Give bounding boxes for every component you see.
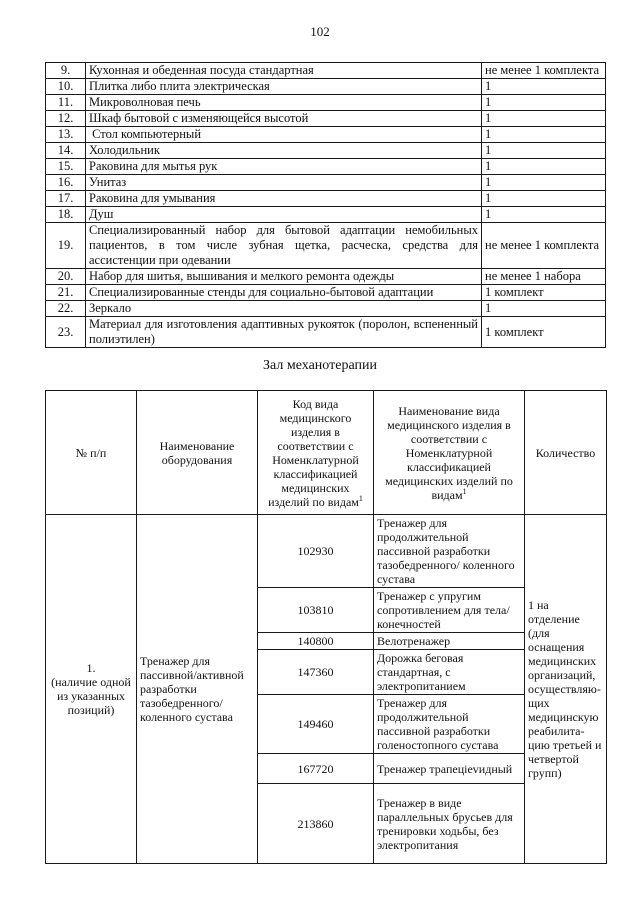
item-quantity: не менее 1 набора xyxy=(482,269,606,285)
item-name: Раковина для мытья рук xyxy=(86,159,482,175)
item-quantity: 1 xyxy=(482,301,606,317)
table-row xyxy=(46,515,607,588)
row-number: 12. xyxy=(46,111,86,127)
device-name: Тренажер с упругим сопротивлением для тела/конечностей xyxy=(374,588,525,633)
item-quantity: 1 xyxy=(482,175,606,191)
device-code: 167720 xyxy=(258,754,374,784)
table-row xyxy=(46,223,606,269)
item-name: Специализированные стенды для социально-бытовой адаптации xyxy=(86,285,482,301)
item-name: Унитаз xyxy=(86,175,482,191)
header-code-footnote: 1 xyxy=(358,493,363,503)
header-code-text: Код вида медицинского изделия в соответствии с Номенклатурной классификацией медицинских изделий по видам xyxy=(268,396,359,509)
row-number: 18. xyxy=(46,207,86,223)
item-quantity: 1 xyxy=(482,207,606,223)
table-header-row xyxy=(46,391,607,515)
item-name: Стол компьютерный xyxy=(86,127,482,143)
device-code: 147360 xyxy=(258,650,374,695)
device-name: Тренажер в виде параллельных брусьев для тренировки ходьбы, без электропитания xyxy=(374,784,525,864)
device-name: Тренажер для продолжительной пассивной разработки тазобедренного/ коленного сустава xyxy=(374,515,525,588)
table-row xyxy=(46,301,606,317)
equipment-name: Тренажер для пассивной/активной разработки тазобедренного/ коленного сустава xyxy=(137,515,258,864)
row-number: 22. xyxy=(46,301,86,317)
device-name: Велотренажер xyxy=(374,633,525,650)
device-code: 213860 xyxy=(258,784,374,864)
item-name: Микроволновая печь xyxy=(86,95,482,111)
row-number: 10. xyxy=(46,79,86,95)
device-name: Тренажер для продолжительной пассивной разработки голеностопного сустава xyxy=(374,695,525,754)
section-title: Зал механотерапии xyxy=(263,358,377,373)
item-quantity: 1 xyxy=(482,191,606,207)
row-number: 15. xyxy=(46,159,86,175)
item-name: Материал для изготовления адаптивных рукояток (поролон, вспененный полиэтилен) xyxy=(86,317,482,348)
table-row xyxy=(46,191,606,207)
table-row xyxy=(46,317,606,348)
table-row xyxy=(46,269,606,285)
item-quantity: 1 xyxy=(482,111,606,127)
header-equipment-name: Наименование оборудования xyxy=(137,391,258,515)
item-name: Специализированный набор для бытовой адаптации немобильных пациентов, в том числе зубная щетка, расческа, средства для ассистенции при одевании xyxy=(86,223,482,269)
table-row xyxy=(46,285,606,301)
row-number: 13. xyxy=(46,127,86,143)
equipment-list-table xyxy=(45,62,606,348)
item-name: Зеркало xyxy=(86,301,482,317)
item-quantity: 1 xyxy=(482,143,606,159)
item-quantity: не менее 1 комплекта xyxy=(482,223,606,269)
row-number: 20. xyxy=(46,269,86,285)
device-code: 103810 xyxy=(258,588,374,633)
header-num: № п/п xyxy=(46,391,137,515)
row-number: 21. xyxy=(46,285,86,301)
device-code: 102930 xyxy=(258,515,374,588)
item-name: Шкаф бытовой с изменяющейся высотой xyxy=(86,111,482,127)
position-number: 1. (наличие одной из указанных позиций) xyxy=(46,515,137,864)
item-quantity: 1 комплект xyxy=(482,285,606,301)
header-device-name-footnote: 1 xyxy=(462,486,467,496)
item-quantity: 1 комплект xyxy=(482,317,606,348)
table-row xyxy=(46,175,606,191)
mechanotherapy-table xyxy=(45,390,607,864)
item-name: Холодильник xyxy=(86,143,482,159)
device-name: Дорожка беговая стандартная, с электропитанием xyxy=(374,650,525,695)
table-row xyxy=(46,79,606,95)
item-name: Кухонная и обеденная посуда стандартная xyxy=(86,63,482,79)
header-device-name xyxy=(374,391,525,515)
table-row xyxy=(46,143,606,159)
row-number: 19. xyxy=(46,223,86,269)
row-number: 23. xyxy=(46,317,86,348)
device-name: Тренажер трапецievидный xyxy=(374,754,525,784)
row-number: 16. xyxy=(46,175,86,191)
table-row xyxy=(46,63,606,79)
item-name: Набор для шитья, вышивания и мелкого ремонта одежды xyxy=(86,269,482,285)
item-name: Душ xyxy=(86,207,482,223)
table-row xyxy=(46,95,606,111)
item-quantity: не менее 1 комплекта xyxy=(482,63,606,79)
table-row xyxy=(46,127,606,143)
item-quantity: 1 xyxy=(482,159,606,175)
table-row xyxy=(46,111,606,127)
header-code xyxy=(258,391,374,515)
row-number: 9. xyxy=(46,63,86,79)
device-code: 149460 xyxy=(258,695,374,754)
row-number: 11. xyxy=(46,95,86,111)
row-number: 14. xyxy=(46,143,86,159)
item-quantity: 1 xyxy=(482,95,606,111)
row-number: 17. xyxy=(46,191,86,207)
item-quantity: 1 xyxy=(482,79,606,95)
device-code: 140800 xyxy=(258,633,374,650)
item-name: Раковина для умывания xyxy=(86,191,482,207)
header-device-name-text: Наименование вида медицинского изделия в соответствии с Номенклатурной классификацией медицинских изделий по видам xyxy=(385,403,513,502)
item-name: Плитка либо плита электрическая xyxy=(86,79,482,95)
header-quantity: Количество xyxy=(525,391,607,515)
table-row xyxy=(46,159,606,175)
page-number: 102 xyxy=(310,24,330,39)
item-quantity: 1 xyxy=(482,127,606,143)
quantity-value: 1 на отделение (для оснащения медицинских организаций, осуществляю-щих медицинскую реабилита-цию третьей и четвертой групп) xyxy=(525,515,607,864)
table-row xyxy=(46,207,606,223)
